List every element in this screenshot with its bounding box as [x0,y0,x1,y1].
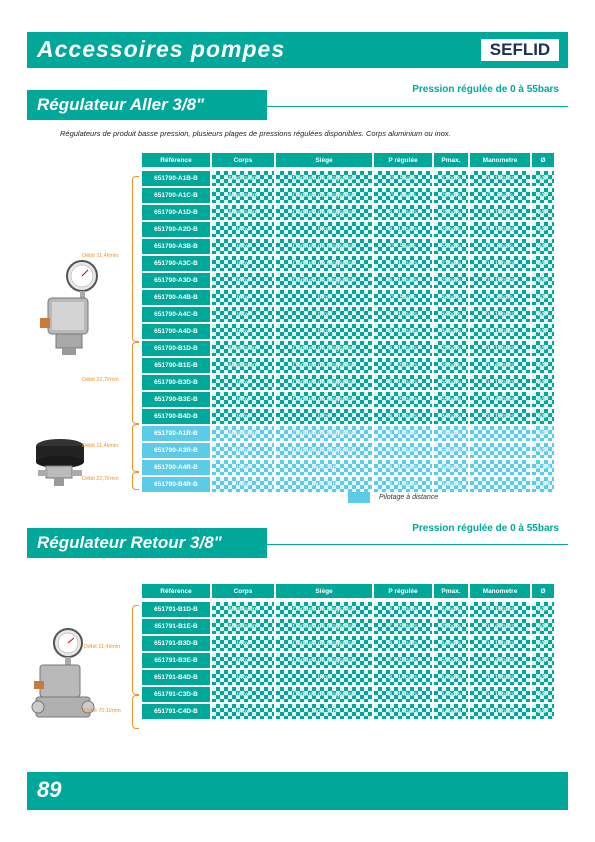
cell-d: 3/8" [532,670,554,687]
cell-corps: Inox [212,392,274,409]
cell-corps: Aluminium [212,602,274,619]
aller-spec-table [140,153,556,494]
cell-ref: 651791-B3E-B [142,653,210,670]
legend-swatch-remote [348,492,370,503]
cell-siege: Carbure de tungstène [276,256,372,273]
cell-pmax: 14bars [434,636,468,653]
cell-d: 3/8" [532,222,554,239]
cell-preg: 3 - 14bars [374,602,432,619]
cell-corps: Inox [212,443,274,460]
table-row [142,222,554,239]
cell-siege: Carbure de tungstène [276,375,372,392]
cell-corps: Aluminium [212,188,274,205]
cell-mano: 0 - 6bars [470,290,530,307]
cell-ref: 651790-B3E-B [142,392,210,409]
cell-siege: Carbure de tungstène [276,171,372,188]
table-row [142,460,554,477]
cell-corps: Inox [212,239,274,256]
cell-siege: Inox 316 [276,477,372,494]
cell-d: 3/8" [532,205,554,222]
bracket [132,424,139,472]
cell-siege: Carbure de tungstène [276,273,372,290]
cell-corps: Inox [212,653,274,670]
debit-label: Débit 70,1l/min [84,708,121,714]
cell-pmax: 28bars [434,619,468,636]
cell-pmax: 28bars [434,222,468,239]
footer-bar [27,772,568,810]
cell-preg: 3 - 14bars [374,409,432,426]
cell-siege: Inox [276,324,372,341]
cell-ref: 651791-C3D-B [142,687,210,704]
cell-mano: 0 - 16bars [470,375,530,392]
column-header: Ø [532,584,554,602]
cell-preg: 3 - 14bars [374,704,432,721]
intro-text: Régulateurs de produit basse pression, plusieurs plages de pressions régulées disponibles. Corps aluminium ou inox. [60,129,451,138]
cell-siege: Carbure de tungstène [276,358,372,375]
column-header: Manometre [470,153,530,171]
cell-mano: 0 - 40bars [470,392,530,409]
cell-ref: 651790-B3D-B [142,375,210,392]
cell-corps: Inox [212,324,274,341]
cell-pmax: 34bars [434,409,468,426]
cell-siege: Inox [276,290,372,307]
cell-d: 3/8" [532,375,554,392]
cell-siege: Carbure de tungstène [276,619,372,636]
cell-d: 3/8" [532,307,554,324]
debit-label: Débit 22,7l/min [82,377,119,383]
cell-corps: Inox [212,409,274,426]
cell-siege: Carbure de tungstène [276,205,372,222]
cell-corps: Aluminium [212,358,274,375]
cell-siege: Carbure de tungstène [276,392,372,409]
column-header: P régulée [374,584,432,602]
cell-corps: Inox [212,290,274,307]
section-title-aller: Régulateur Aller 3/8" [27,90,267,120]
cell-siege: Inox [276,222,372,239]
cell-pmax: 14bars [434,602,468,619]
cell-corps: Aluminium [212,205,274,222]
cell-mano: 0 - 16bars [470,602,530,619]
cell-corps: Inox [212,670,274,687]
cell-preg: 3 - 14bars [374,273,432,290]
cell-corps: Inox [212,687,274,704]
table-row [142,290,554,307]
column-header: Référence [142,153,210,171]
cell-corps: Inox [212,375,274,392]
cell-ref: 651791-B4D-B [142,670,210,687]
cell-d: 1"1/4 [532,477,554,494]
cell-d: 3/8" [532,358,554,375]
section-rule [267,544,568,545]
cell-corps: Inox [212,256,274,273]
cell-corps: Aluminium [212,341,274,358]
cell-preg: 7 - 28bars [374,358,432,375]
cell-d: 3/8" [532,636,554,653]
cell-preg: 3 - 14bars [374,375,432,392]
bracket [132,605,139,695]
table-row [142,205,554,222]
cell-siege: Carbure de tungstène [276,341,372,358]
cell-ref: 651790-A1D-B [142,205,210,222]
column-header: Corps [212,584,274,602]
table-row [142,188,554,205]
table-row [142,375,554,392]
cell-pmax: 28bars [434,205,468,222]
debit-label: Débit 11,4l/min [84,644,121,650]
column-header: Manometre [470,584,530,602]
cell-ref: 651791-B1D-B [142,602,210,619]
cell-ref: 651791-B1E-B [142,619,210,636]
cell-siege: Carbure de tungstène [276,239,372,256]
cell-mano [470,460,530,477]
cell-pmax: 14bars [434,704,468,721]
cell-pmax: 55bars [434,653,468,670]
cell-ref: 651790-B1E-B [142,358,210,375]
cell-mano: 0 - 6bars [470,188,530,205]
retour-spec-table [140,584,556,721]
cell-siege: Carbure de tungstène [276,602,372,619]
cell-pmax: 34bars [434,324,468,341]
cell-ref: 651790-A3D-B [142,273,210,290]
cell-d: 3/8" [532,171,554,188]
table-row [142,602,554,619]
cell-siege: Carbure de tungstène [276,636,372,653]
cell-pmax: 28bars [434,358,468,375]
cell-siege: Inox [276,670,372,687]
cell-preg: 7 - 28bars [374,619,432,636]
cell-preg: 1 - 14bars [374,307,432,324]
cell-mano: 0 - 16bars [470,324,530,341]
cell-d: 3/8" [532,273,554,290]
cell-ref: 651790-A3R-B [142,443,210,460]
column-header: Pmax. [434,584,468,602]
cell-siege: Inox [276,307,372,324]
cell-corps: Inox [212,636,274,653]
cell-ref: 651790-A1C-B [142,188,210,205]
cell-pmax: 28bars [434,188,468,205]
table-row [142,687,554,704]
table-row [142,704,554,721]
cell-d: 3/8" [532,653,554,670]
cell-pmax: 55bars [434,443,468,460]
cell-d: 3/8" [532,602,554,619]
cell-preg: 3 - 14bars [374,324,432,341]
header-bar [27,32,568,68]
bracket [132,472,139,490]
cell-pmax: 55bars [434,392,468,409]
cell-ref: 651790-A4C-B [142,307,210,324]
table-row [142,636,554,653]
cell-mano: 0 - 16bars [470,273,530,290]
cell-d: 3/8" [532,619,554,636]
cell-d: 3/8" [532,426,554,443]
cell-pmax: 28bars [434,341,468,358]
table-row [142,653,554,670]
table-row [142,256,554,273]
table-row [142,358,554,375]
table-row [142,392,554,409]
cell-d: 3/8" [532,239,554,256]
cell-ref: 651790-B4R-B [142,477,210,494]
cell-corps: Aluminium [212,171,274,188]
bracket [132,342,139,424]
column-header: P régulée [374,153,432,171]
regulator-remote-image [30,436,90,488]
cell-pmax: 55bars [434,239,468,256]
cell-mano: 0 - 16bars [470,205,530,222]
cell-corps: Inox [212,460,274,477]
cell-preg: 3 - 14bars [374,205,432,222]
cell-corps: Inox [212,477,274,494]
debit-label: Débit 11,4l/min [82,253,119,259]
column-header: Référence [142,584,210,602]
cell-corps: Inox [212,273,274,290]
cell-d: 3/8" [532,341,554,358]
table-row [142,307,554,324]
cell-preg: 0 - 5bars [374,239,432,256]
table-row [142,443,554,460]
cell-preg: 0 - 5bars [374,290,432,307]
cell-d: 1"1/4 [532,460,554,477]
cell-d: 3/8" [532,409,554,426]
cell-mano: 0 - 40bars [470,619,530,636]
cell-siege: Carbure de tungstène [276,426,372,443]
cell-ref: 651790-A4D-B [142,324,210,341]
table-row [142,670,554,687]
debit-label: Débit 11,4l/min [82,443,119,449]
column-header: Pmax. [434,153,468,171]
cell-d: 3/8" [532,324,554,341]
cell-mano: 0 - 16bars [470,636,530,653]
cell-pmax: 21bars [434,171,468,188]
cell-ref: 651790-A3C-B [142,256,210,273]
page-number: 89 [37,777,62,802]
table-header-row [142,584,554,602]
cell-preg: 3 - 14bars [374,222,432,239]
bracket [132,176,139,342]
column-header: Ø [532,153,554,171]
cell-siege: Inox 316 [276,704,372,721]
cell-ref: 651790-A1B-B [142,171,210,188]
cell-mano: 0 - 16bars [470,704,530,721]
section-subtitle-retour: Pression régulée de 0 à 55bars [412,523,559,534]
cell-d: 3/8" [532,704,554,721]
table-row [142,409,554,426]
cell-siege: Inox 316 [276,460,372,477]
cell-pmax: 14bars [434,670,468,687]
cell-preg: 7 - 28bars [374,653,432,670]
cell-pmax: 28bars [434,273,468,290]
cell-siege: Carbure de tungstène [276,188,372,205]
cell-mano: 0 - 16bars [470,687,530,704]
cell-mano: 0 - 16bars [470,171,530,188]
cell-ref: 651791-B3D-B [142,636,210,653]
cell-preg: 3 - 14bars [374,460,432,477]
cell-pmax: 34bars [434,477,468,494]
cell-preg: 0 - 4bars [374,188,432,205]
cell-d: 3/8" [532,443,554,460]
cell-preg: 7 - 28bars [374,392,432,409]
cell-ref: 651790-A1R-B [142,426,210,443]
cell-mano: 0 - 16bars [470,409,530,426]
cell-ref: 651790-B1D-B [142,341,210,358]
debit-label: Débit 22,7l/min [82,476,119,482]
cell-mano: 0 - 6bars [470,239,530,256]
brand-logo: SEFLID [479,37,561,63]
column-header: Corps [212,153,274,171]
table-row [142,426,554,443]
cell-d: 3/8" [532,290,554,307]
table-row [142,341,554,358]
cell-preg: 3 - 14bars [374,426,432,443]
cell-preg: 3 - 14bars [374,636,432,653]
cell-mano [470,426,530,443]
table-row [142,619,554,636]
cell-preg: 3 - 14bars [374,687,432,704]
cell-preg: 0 - 5bars [374,171,432,188]
cell-preg: 1 - 14bars [374,256,432,273]
cell-ref: 651790-A2D-B [142,222,210,239]
table-row [142,171,554,188]
cell-corps: Aluminium [212,426,274,443]
cell-preg: 3 - 14bars [374,443,432,460]
cell-mano: 0 - 16bars [470,222,530,239]
cell-pmax: 14bars [434,687,468,704]
cell-corps: Aluminium [212,619,274,636]
cell-pmax: 28bars [434,426,468,443]
regulator-aller-image [34,258,104,356]
table-row [142,324,554,341]
cell-mano [470,477,530,494]
cell-pmax: 21bars [434,256,468,273]
table-header-row [142,153,554,171]
cell-mano: 0 - 16bars [470,256,530,273]
cell-d: 3/8" [532,687,554,704]
cell-siege: Inox [276,409,372,426]
cell-ref: 651790-A3B-B [142,239,210,256]
column-header: Siège [276,584,372,602]
section-title-retour: Régulateur Retour 3/8" [27,528,267,558]
cell-mano: 0 - 16bars [470,670,530,687]
cell-ref: 651790-B4D-B [142,409,210,426]
cell-pmax: 55bars [434,375,468,392]
cell-preg: 3 - 14bars [374,670,432,687]
cell-ref: 651791-C4D-B [142,704,210,721]
cell-mano: 0 - 40bars [470,358,530,375]
section-rule [267,106,568,107]
cell-d: 3/8" [532,256,554,273]
legend-label: Pilotage à distance [379,494,439,501]
cell-mano [470,443,530,460]
cell-corps: Inox [212,307,274,324]
cell-preg: 3 - 14bars [374,341,432,358]
cell-corps: Inox [212,704,274,721]
cell-siege: Carbure de tungstène [276,687,372,704]
cell-pmax: 34bars [434,460,468,477]
cell-mano: 0 - 16bars [470,307,530,324]
column-header: Siège [276,153,372,171]
section-subtitle-aller: Pression régulée de 0 à 55bars [412,84,559,95]
cell-d: 3/8" [532,392,554,409]
cell-d: 3/8" [532,188,554,205]
cell-ref: 651790-A4B-B [142,290,210,307]
cell-preg: 3 - 14bars [374,477,432,494]
cell-siege: Carbure de tungstène [276,653,372,670]
cell-pmax: 34bars [434,307,468,324]
table-row [142,239,554,256]
cell-ref: 651790-A4R-B [142,460,210,477]
cell-mano: 0 - 40bars [470,653,530,670]
cell-corps: Inox [212,222,274,239]
page-title: Accessoires pompes [37,36,286,62]
table-row [142,273,554,290]
cell-pmax: 34bars [434,290,468,307]
cell-mano: 0 - 16bars [470,341,530,358]
bracket [132,695,139,729]
cell-siege: Carbure de tungstène [276,443,372,460]
